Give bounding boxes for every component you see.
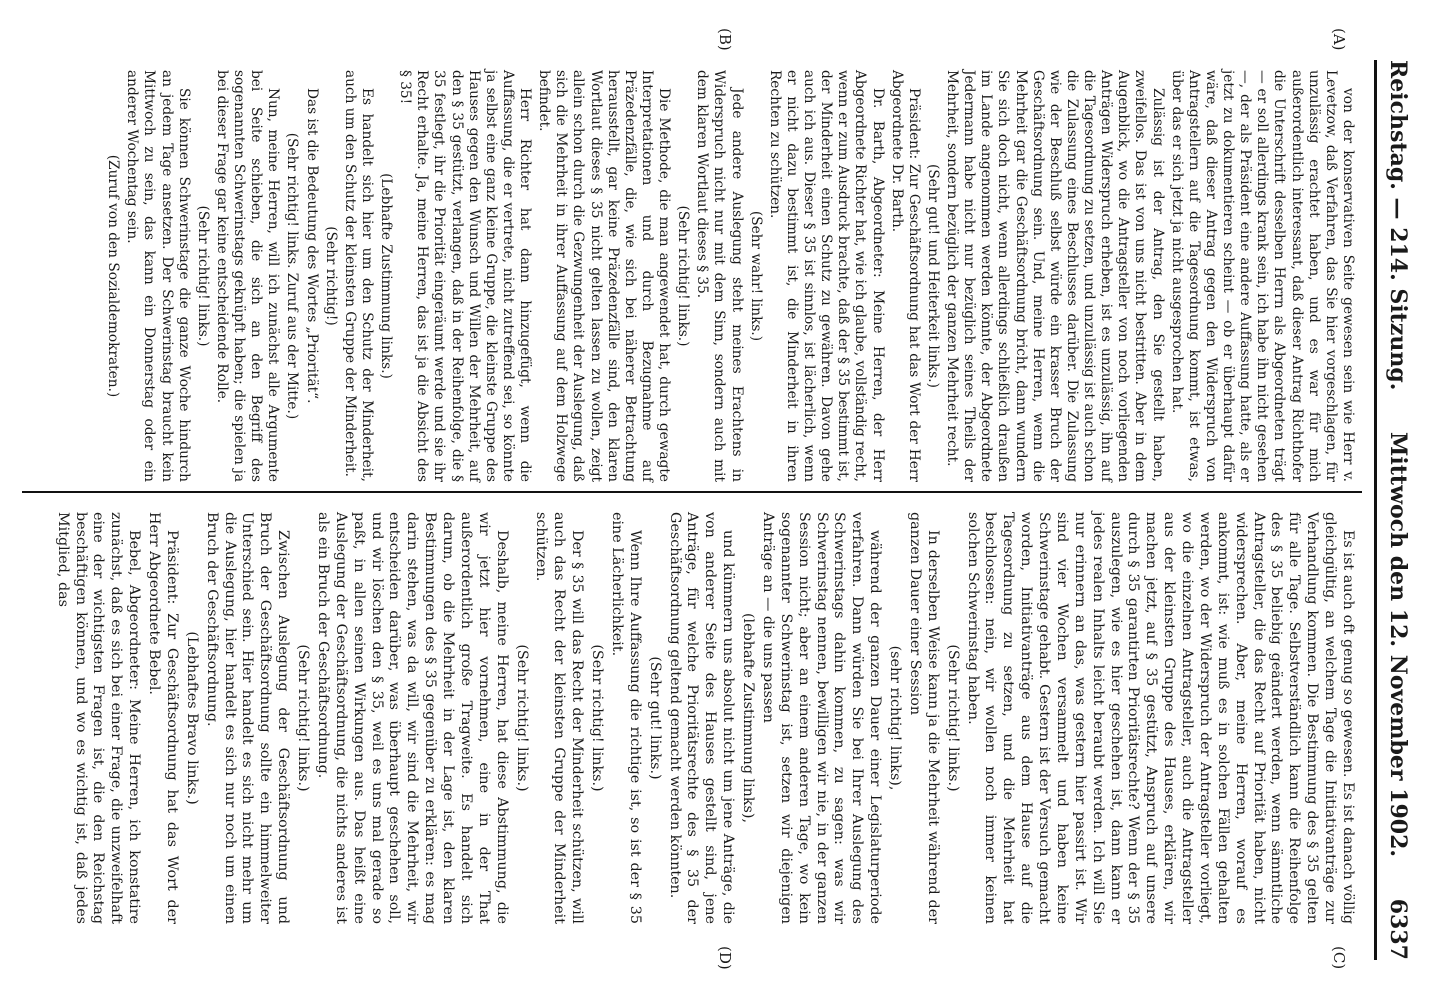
interjection: (Sehr richtig! links.) <box>295 644 312 792</box>
margin-marker-d: (D) <box>716 946 734 970</box>
paragraph: während der ganzen Dauer einer Legislaturperiode verfahren. Dann würden Sie bei Ihrer Auslegung des Schwerinstags dahin kommen, zu sagen: was wir Schwerinstag nennen, bewilligen wir nie, in der ganzen Session nicht; aber an einem anderen Tage, wo kein sogenannter Schwerinstag ist, setzen wir diejenigen Anträge an — die uns passen <box>760 512 884 924</box>
interjection: (sehr richtig! links), <box>887 645 904 791</box>
paragraph: Bebel, Abgeordneter: Meine Herren, ich konstatire zunächst, daß es sich bei einer Frage, die unzweifelhaft eine der wichtigsten Fragen ist, die den Reichstag beschäftigen können, und wo es wichtig ist, daß jedes Mitglied, das <box>54 512 143 924</box>
interjection: (Sehr richtig! links.) <box>675 205 692 347</box>
paragraph: von der konservativen Seite gewesen sein wie Herr v. Levetzow, daß Verfahren, das Sie hier vorgeschlagen, für unzulässig erachtet haben, und es war für mich außerordentlich interessant, daß dieser Antrag Richthofer die Unterschrift desselben Herrn als Abgeordneten trägt — er soll allerdings krank sein, ich habe ihn nicht gesehen —, der als Präsident eine andere Auffassung hatte, als er jetzt zu dokumentieren scheint — ob er überhaupt dafür wäre, daß dieser Antrag gegen den Widerspruch von Antragstellern auf die Tagesordnung kommt, ist etwas, über das er sich jetzt ja nicht ausgesprochen hat. <box>1168 70 1356 482</box>
header-rule <box>1374 60 1377 960</box>
margin-marker-c: (C) <box>1330 946 1348 970</box>
interjection: (Lebhaftes Bravo links.) <box>183 631 200 805</box>
margin-marker-a: (A) <box>1330 28 1348 51</box>
paragraph: Das ist die Bedeutung des Wortes „Priorität“. <box>303 88 320 404</box>
interjection: (Lebhafte Zustimmung links.) <box>378 173 395 379</box>
interjection: (Sehr richtig! links. Zuruf aus der Mitte.) <box>284 132 301 420</box>
paragraph: Es handelt sich hier um den Schutz der Minderheit, auch um den Schutz der kleinsten Gruppe der Minderheit. <box>341 70 375 482</box>
paragraph: Wenn Ihre Auffassung die richtige ist, so ist der § 35 eine Lächerlichkeit. <box>609 512 643 924</box>
interjection: (Sehr richtig! links.) <box>944 644 961 792</box>
page-number: 6337 <box>1385 898 1411 960</box>
interjection: (Sehr richtig! links.) <box>589 644 606 792</box>
interjection: (Sehr wahr! links.) <box>747 210 764 342</box>
paragraph: Nun, meine Herren, will ich zunächst alle Argumente bei Seite schieben, die sich an den Begriff des sogenannten Schwerinstags geknüpft haben; die spielen ja bei dieser Frage gar keine entscheidende Rolle. <box>214 70 282 482</box>
paragraph: Sie können Schwerinstage die ganze Woche hindurch an jedem Tage ansetzen. Der Schwerinstag braucht kein Mittwoch zu sein, das kann ein Donnerstag oder ein anderer Wochentag sein. <box>124 70 192 482</box>
header-left: Reichstag. — 214. Sitzung. <box>1385 60 1411 391</box>
paragraph: Deshalb, meine Herren, hat diese Abstimmung, die wir jetzt hier vornehmen, eine in der That außerordentlich große Tragweite. Es handelt sich darum, ob die Mehrheit in der Lage ist, den klaren Bestimmungen des § 35 gegenüber zu erklären: es mag darin stehen, was da will, wir sind die Mehrheit, wir entscheiden darüber, was überhaupt geschehen soll, und wir löschen den § 35, weil es uns mal gerade so paßt, in allen seinen Wirkungen aus. Das heißt eine Auslegung der Geschäftsordnung, die nichts anderes ist als ein Bruch der Geschäftsordnung. <box>315 512 510 924</box>
paragraph: Herr Richter hat dann hinzugefügt, wenn die Auffassung, die er vertrete, nicht zutreffend sei, so könnte ja selbst eine ganz kleine Gruppe, die kleinste Gruppe des Hauses gegen den Wunsch und Willen der Mehrheit, auf den § 35 gestützt, verlangen, daß in der Reihenfolge, die § 35 festlegt, ihr die Priorität eingeräumt werde und sie ihr Recht erhalte. Ja, meine Herren, das ist ja die Absicht des § 35! <box>397 70 534 482</box>
paragraph: Jede andere Auslegung steht meines Erachtens in Widerspruch nicht nur mit dem Sinn, sondern auch mit dem klaren Wortlaut dieses § 35. <box>694 70 745 482</box>
right-column <box>36 512 1356 924</box>
interjection: (Sehr richtig! links.) <box>513 644 530 792</box>
paragraph: Es ist auch oft genug so gewesen. Es ist danach völlig gleichgültig, an welchem Tage die Initiativanträge zur Verhandlung kommen. Die Bestimmung des § 35 gelten für alle Tage. Selbstverständlich kann die Reihenfolge des § 35 beliebig geändert werden, wenn sämmtliche Antragsteller, die das Recht auf Priorität haben, nicht widersprechen. Aber, meine Herren, worauf es ankommt, ist: wie muß es in solchen Fällen gehalten werden, wo der Widerspruch der Antragsteller vorliegt, wo die einzelnen Antragsteller, auch die Antragsteller aus der kleinsten Gruppe des Hauses, erklären, wir machen jetzt, auf § 35 gestützt, Anspruch auf unsere durch § 35 garantirten Prioritätsrechte? Wenn der § 35 auszulegen, wie es hier geschehen ist, dann kann er jedes realen Inhalts leicht beraubt werden. Ich will Sie nur erinnern an das, was gestern hier passirt ist. Wir sind vier Wochen versammelt und haben keine Schwerinstage gehabt. Gestern ist der Versuch gemacht worden, Initiativanträge aus dem Hause auf die Tagesordnung zu setzen, und die Mehrheit hat beschlossen: nein, wir wollen noch immer keinen solchen Schwerinstag haben. <box>964 512 1356 924</box>
paragraph: und kümmern uns absolut nicht um jene Anträge, die von anderer Seite des Hauses gestellt sind, jene Anträge, für welche Prioritätsrechte des § 35 der Geschäftsordnung geltend gemacht werden könnten. <box>666 512 737 924</box>
paragraph: Präsident: Zur Geschäftsordnung hat das Wort der Herr Abgeordnete Dr. Barth. <box>888 70 922 482</box>
interjection: (Sehr richtig!) <box>322 226 339 326</box>
column-divider <box>22 491 1362 493</box>
paragraph: Zulässig ist der Antrag, den Sie gestellt haben, zweifellos. Das ist von uns nicht bestritten. Aber in dem Augenblick, wo die Antragsteller von noch vorliegenden Anträgen Widerspruch erheben, ist es unzulässig, ihn auf die Tagesordnung zu setzen, und unzulässig ist auch schon die Zulassung eines Beschlusses darüber. Die Zulassung wie der Beschluß selbst würde ein krasser Bruch der Geschäftsordnung sein. Und, meine Herren, wenn die Mehrheit gar die Geschäftsordnung bricht, dann wundern Sie sich doch nicht, wenn allerdings schließlich draußen im Lande angenommen werden könnte, der Abgeordnete Jedermann habe nicht nur bezüglich seines Theils der Mehrheit, sondern bezüglich der ganzen Mehrheit recht. <box>944 70 1166 482</box>
left-column <box>36 70 1356 482</box>
margin-marker-b: (B) <box>716 28 734 51</box>
digitization-credit <box>2 6 16 996</box>
paragraph: Dr. Barth, Abgeordneter: Meine Herren, der Herr Abgeordnete Richter hat, wie ich glaube, vollständig recht, wenn er zum Ausdruck brachte, daß der § 35 bestimmt ist, der Minderheit einen Schutz zu gewähren. Davon gehe auch ich aus. Dieser § 35 ist sinnlos, ist lächerlich, wenn er nicht dazu bestimmt ist, die Minderheit in ihren Rechten zu schützen. <box>766 70 886 482</box>
interjection: (lebhafte Zustimmung links), <box>740 612 757 824</box>
paragraph: Der § 35 will das Recht der Minderheit schützen, will auch das Recht der kleinsten Gruppe der Minderheit schützen. <box>533 512 586 924</box>
interjection: (Sehr gut! links.) <box>646 656 663 780</box>
paragraph: Die Methode, die man angewendet hat, durch gewagte Interpretationen und durch Bezugnahme auf Präzedenzfälle, die, wie sich bei näherer Betrachtung herausstellt, gar keine Präzedenzfälle sind, den klaren Wortlaut dieses § 35 nicht gelten lassen zu wollen, zeigt allein schon durch die Gezwungenheit der Auslegung, daß sich die Mehrheit in ihrer Auffassung auf dem Holzwege befindet. <box>536 70 673 482</box>
interjection: (Zuruf von den Sozialdemokraten.) <box>105 154 122 398</box>
paragraph: Zwischen Auslegung der Geschäftsordnung und Bruch der Geschäftsordnung sollte ein himmelweiter Unterschied sein. Hier handelt es sich nicht mehr um die Auslegung, hier handelt es sich nur noch um einen Bruch der Geschäftsordnung. <box>203 512 292 924</box>
interjection: (Sehr richtig! links.) <box>194 205 211 347</box>
header-date: Mittwoch den 12. November 1902. <box>1385 432 1411 858</box>
paragraph: In derselben Weise kann ja die Mehrheit während der ganzen Dauer einer Session <box>907 512 941 924</box>
paragraph: Präsident: Zur Geschäftsordnung hat das Wort der Herr Abgeordnete Bebel. <box>146 512 180 924</box>
page-header <box>1368 60 1428 960</box>
interjection: (Sehr gut! und Heiterkeit links.) <box>925 164 941 388</box>
